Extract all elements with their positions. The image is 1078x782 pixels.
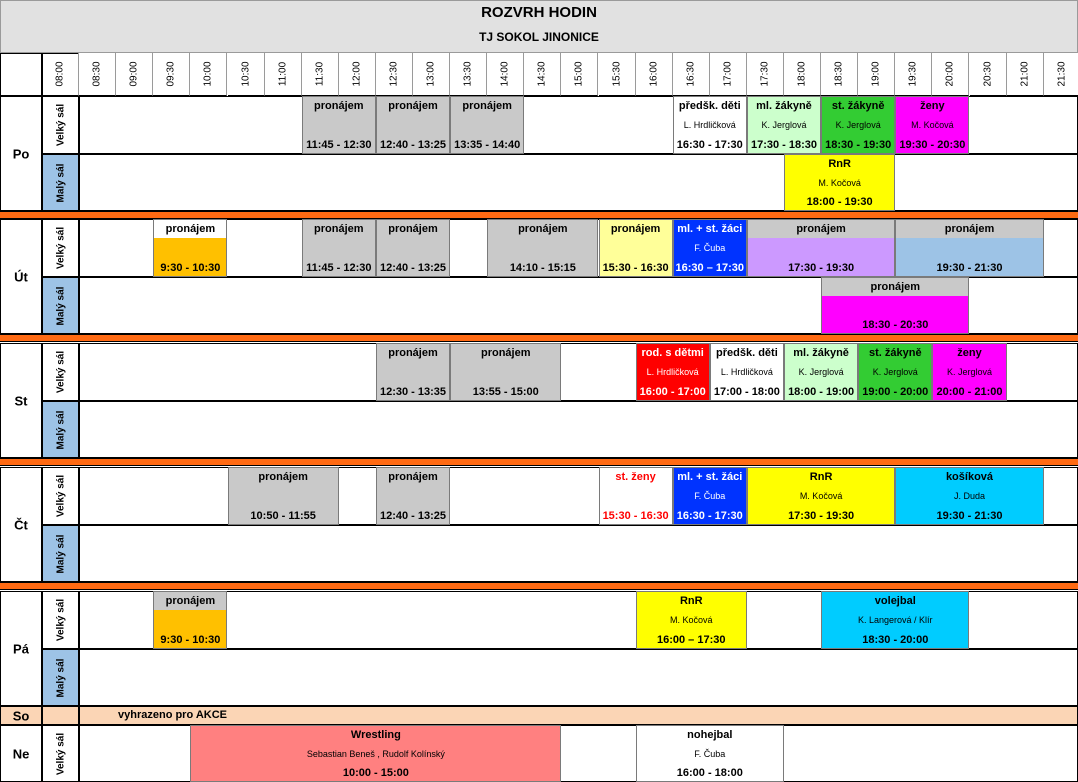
event-time: 11:45 - 12:30 xyxy=(306,139,372,151)
row-ct-small xyxy=(79,525,1078,582)
event-title: ml. žákyně xyxy=(756,100,812,112)
event-time: 10:50 - 11:55 xyxy=(250,510,316,522)
event-block xyxy=(858,343,932,401)
event-time: 16:30 - 17:30 xyxy=(676,139,743,151)
event-time: 19:30 - 21:30 xyxy=(936,262,1003,274)
event-title: pronájem xyxy=(944,223,995,235)
event-title: pronájem xyxy=(165,595,216,607)
event-coach: L. Hrdličková xyxy=(646,367,699,377)
time-tick: 12:30 xyxy=(376,53,413,96)
event-coach: M. Kočová xyxy=(818,178,861,188)
event-time: 16:00 - 18:00 xyxy=(676,767,743,779)
event-time: 16:00 – 17:30 xyxy=(656,634,726,646)
time-tick: 14:30 xyxy=(524,53,561,96)
hall-big-ne: Velký sál xyxy=(42,725,79,782)
row-st-small xyxy=(79,401,1078,458)
day-separator xyxy=(0,334,1078,342)
event-time: 16:30 – 17:30 xyxy=(675,262,745,274)
time-tick: 16:00 xyxy=(636,53,673,96)
row-po-small xyxy=(79,154,1078,211)
event-title: pronájem xyxy=(518,223,568,235)
hall-big-ut: Velký sál xyxy=(42,219,79,277)
event-title: ml. + st. žáci xyxy=(677,471,743,483)
event-block xyxy=(821,277,969,334)
event-block xyxy=(599,467,673,525)
event-block xyxy=(673,467,747,525)
event-block xyxy=(636,591,747,649)
event-coach: L. Hrdličková xyxy=(720,367,773,377)
event-coach: K. Jerglová xyxy=(946,367,992,377)
event-block xyxy=(228,467,339,525)
event-title: volejbal xyxy=(874,595,916,607)
hall-big-ct: Velký sál xyxy=(42,467,79,525)
event-time: 15:30 - 16:30 xyxy=(602,510,669,522)
event-title: RnR xyxy=(809,471,833,483)
event-time: 16:30 - 17:30 xyxy=(676,510,743,522)
event-coach: K. Jerglová xyxy=(761,120,807,130)
event-time: 12:40 - 13:25 xyxy=(379,139,446,151)
day-pa: Pá xyxy=(0,591,42,706)
event-coach: M. Kočová xyxy=(669,615,713,625)
row-pa-small xyxy=(79,649,1078,706)
time-header-corner xyxy=(0,53,42,96)
day-st: St xyxy=(0,343,42,458)
event-coach: Sebastian Beneš , Rudolf Kolínský xyxy=(306,749,445,759)
club-subtitle: TJ SOKOL JINONICE xyxy=(479,30,599,44)
event-title: pronájem xyxy=(610,223,661,235)
event-title: st. žákyně xyxy=(868,347,922,359)
day-so: So xyxy=(0,706,42,725)
event-title: ml. žákyně xyxy=(793,347,849,359)
event-title: nohejbal xyxy=(687,729,733,741)
event-block xyxy=(636,725,784,782)
day-po: Po xyxy=(0,96,42,211)
time-tick: 18:30 xyxy=(821,53,858,96)
event-time: 12:40 - 13:25 xyxy=(379,510,446,522)
event-block xyxy=(376,219,450,277)
hall-big-po: Velký sál xyxy=(42,96,79,154)
event-time: 17:30 - 18:30 xyxy=(750,139,817,151)
time-tick: 19:30 xyxy=(895,53,932,96)
hall-so xyxy=(42,706,79,725)
time-tick: 18:00 xyxy=(784,53,821,96)
event-block xyxy=(895,96,969,154)
event-title: rod. s dětmi xyxy=(641,347,704,359)
event-block xyxy=(599,219,673,277)
event-block xyxy=(450,96,524,154)
page-title: ROZVRH HODIN xyxy=(481,4,597,21)
event-time: 17:00 - 18:00 xyxy=(713,386,780,398)
event-title: pronájem xyxy=(165,223,216,235)
time-tick: 17:30 xyxy=(747,53,784,96)
event-block xyxy=(376,343,450,401)
event-coach: F. Čuba xyxy=(694,749,726,759)
event-title: pronájem xyxy=(796,223,846,235)
day-separator xyxy=(0,582,1078,590)
time-tick: 08:30 xyxy=(79,53,116,96)
event-coach: M. Kočová xyxy=(799,491,843,501)
event-block xyxy=(895,467,1043,525)
time-tick: 21:00 xyxy=(1007,53,1044,96)
event-title: RnR xyxy=(828,158,851,170)
event-block xyxy=(190,725,561,782)
event-block xyxy=(747,219,895,277)
event-block xyxy=(302,219,376,277)
hall-small-ct: Malý sál xyxy=(42,525,79,582)
saturday-note: vyhrazeno pro AKCE xyxy=(118,709,228,721)
event-coach: K. Langerová / Klír xyxy=(858,615,933,625)
event-block xyxy=(153,591,227,649)
event-block xyxy=(450,343,561,401)
day-ut: Út xyxy=(0,219,42,334)
time-tick: 17:00 xyxy=(710,53,747,96)
time-tick: 11:00 xyxy=(265,53,302,96)
event-time: 19:30 - 21:30 xyxy=(936,510,1003,522)
event-time: 16:00 - 17:00 xyxy=(639,386,706,398)
time-tick: 10:00 xyxy=(190,53,227,96)
event-title: RnR xyxy=(679,595,703,607)
event-time: 20:00 - 21:00 xyxy=(936,386,1003,398)
event-time: 12:40 - 13:25 xyxy=(379,262,446,274)
event-title: ženy xyxy=(957,347,982,359)
time-tick: 09:30 xyxy=(153,53,190,96)
event-title: pronájem xyxy=(480,347,531,359)
event-time: 9:30 - 10:30 xyxy=(160,262,221,274)
event-block xyxy=(487,219,598,277)
event-time: 18:30 - 19:30 xyxy=(825,139,892,151)
event-block xyxy=(673,96,747,154)
hall-small-ut: Malý sál xyxy=(42,277,79,334)
event-block xyxy=(747,96,821,154)
event-block xyxy=(784,154,895,211)
event-title: pronájem xyxy=(388,223,438,235)
event-title: pronájem xyxy=(314,223,364,235)
event-title: pronájem xyxy=(462,100,512,112)
day-separator xyxy=(0,458,1078,466)
time-tick: 20:00 xyxy=(932,53,969,96)
event-coach: K. Jerglová xyxy=(798,367,844,377)
event-title: ml. + st. žáci xyxy=(677,223,743,235)
event-block xyxy=(747,467,895,525)
event-block xyxy=(376,96,450,154)
time-tick: 19:00 xyxy=(858,53,895,96)
event-block xyxy=(821,591,969,649)
event-coach: F. Čuba xyxy=(694,243,726,253)
event-time: 14:10 - 15:15 xyxy=(509,262,576,274)
event-title: košíková xyxy=(945,471,994,483)
time-tick: 13:00 xyxy=(413,53,450,96)
event-title: ženy xyxy=(920,100,945,112)
event-time: 10:00 - 15:00 xyxy=(342,767,409,779)
event-time: 15:30 - 16:30 xyxy=(602,262,669,274)
event-time: 18:30 - 20:00 xyxy=(862,634,929,646)
time-tick: 11:30 xyxy=(302,53,339,96)
event-time: 13:35 - 14:40 xyxy=(454,139,521,151)
event-block xyxy=(895,219,1043,277)
event-block xyxy=(821,96,895,154)
event-title: pronájem xyxy=(870,281,921,293)
event-time: 13:55 - 15:00 xyxy=(472,386,539,398)
event-title: předšk. děti xyxy=(678,100,741,112)
event-title: pronájem xyxy=(388,471,438,483)
day-ct: Čt xyxy=(0,467,42,582)
event-block xyxy=(636,343,710,401)
event-time: 11:45 - 12:30 xyxy=(306,262,372,274)
event-coach: L. Hrdličková xyxy=(683,120,736,130)
time-tick: 14:00 xyxy=(487,53,524,96)
event-title: Wrestling xyxy=(350,729,401,741)
event-time: 18:00 - 19:30 xyxy=(806,196,873,208)
event-coach: F. Čuba xyxy=(694,491,726,501)
time-tick: 09:00 xyxy=(116,53,153,96)
hall-small-st: Malý sál xyxy=(42,401,79,458)
time-tick: 10:30 xyxy=(228,53,265,96)
time-tick: 12:00 xyxy=(339,53,376,96)
event-coach: M. Kočová xyxy=(911,120,954,130)
event-block xyxy=(932,343,1006,401)
event-title: st. ženy xyxy=(615,471,656,483)
event-block xyxy=(302,96,376,154)
event-time: 18:30 - 20:30 xyxy=(862,319,929,331)
hall-small-po: Malý sál xyxy=(42,154,79,211)
event-coach: J. Duda xyxy=(953,491,985,501)
event-coach: K. Jerglová xyxy=(872,367,918,377)
event-time: 18:00 - 19:00 xyxy=(788,386,855,398)
event-time: 12:30 - 13:35 xyxy=(379,386,446,398)
time-tick: 21:30 xyxy=(1044,53,1078,96)
time-tick: 08:00 xyxy=(42,53,79,96)
row-so xyxy=(79,706,1078,725)
event-time: 19:00 - 20:00 xyxy=(862,386,929,398)
event-block xyxy=(673,219,747,277)
event-title: st. žákyně xyxy=(831,100,885,112)
event-block xyxy=(376,467,450,525)
time-tick: 15:00 xyxy=(561,53,598,96)
time-tick: 20:30 xyxy=(970,53,1007,96)
event-time: 9:30 - 10:30 xyxy=(160,634,221,646)
event-block xyxy=(784,343,858,401)
event-title: pronájem xyxy=(388,100,438,112)
time-tick: 15:30 xyxy=(599,53,636,96)
hall-big-pa: Velký sál xyxy=(42,591,79,649)
event-coach: K. Jerglová xyxy=(835,120,881,130)
day-ne: Ne xyxy=(0,725,42,782)
event-title: předšk. děti xyxy=(716,347,778,359)
event-time: 17:30 - 19:30 xyxy=(788,510,855,522)
event-time: 19:30 - 20:30 xyxy=(899,139,966,151)
event-block xyxy=(153,219,227,277)
time-tick: 16:30 xyxy=(673,53,710,96)
event-title: pronájem xyxy=(258,471,308,483)
hall-small-pa: Malý sál xyxy=(42,649,79,706)
event-time: 17:30 - 19:30 xyxy=(788,262,855,274)
day-separator xyxy=(0,211,1078,219)
time-tick: 13:30 xyxy=(450,53,487,96)
event-title: pronájem xyxy=(314,100,364,112)
event-block xyxy=(710,343,784,401)
event-title: pronájem xyxy=(388,347,438,359)
hall-big-st: Velký sál xyxy=(42,343,79,401)
